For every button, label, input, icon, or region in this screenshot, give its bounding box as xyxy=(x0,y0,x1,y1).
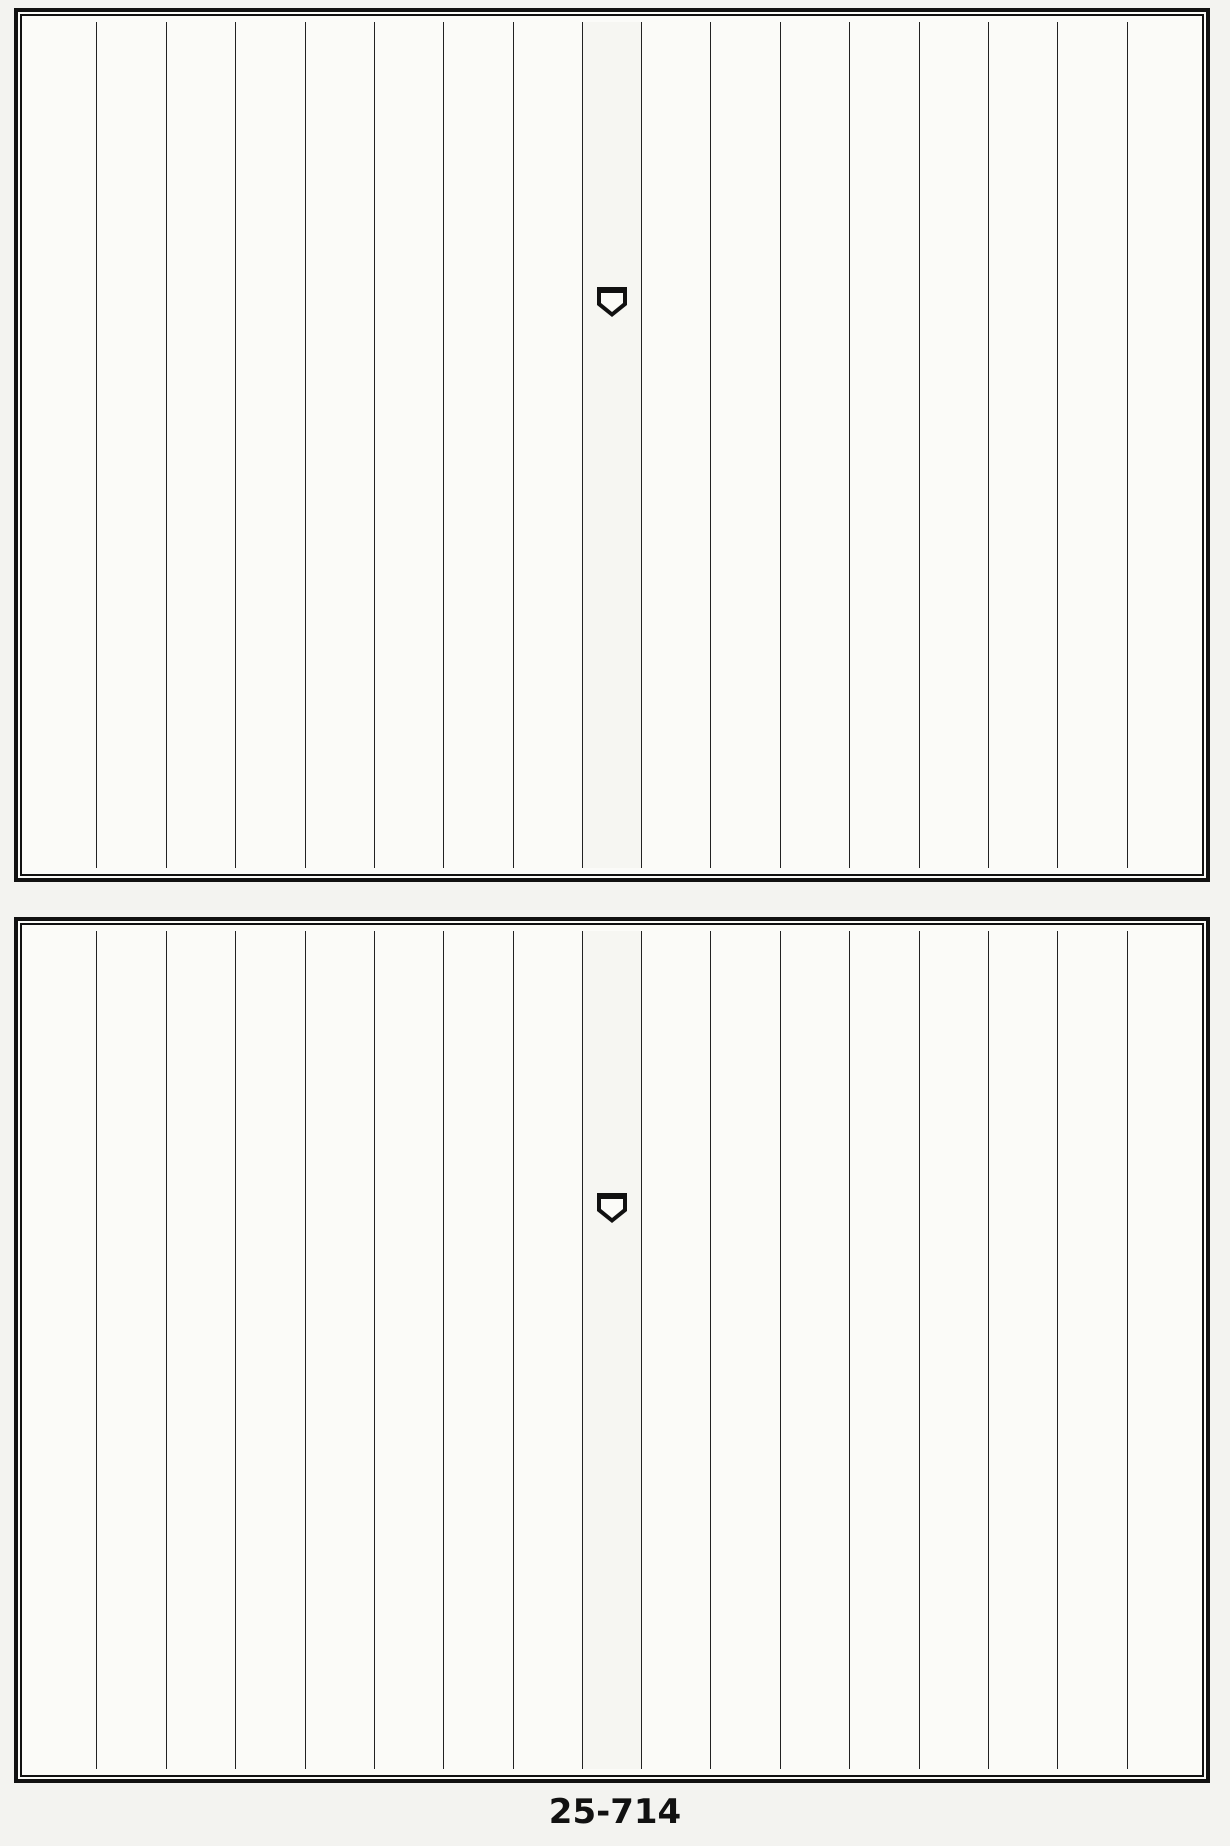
text-column xyxy=(28,931,97,1769)
upper-page xyxy=(14,8,1210,882)
text-column xyxy=(375,22,444,868)
fish-tail-icon xyxy=(597,287,627,333)
text-column xyxy=(989,931,1058,1769)
lower-page xyxy=(14,917,1210,1783)
text-column xyxy=(514,22,583,868)
text-column xyxy=(306,931,375,1769)
text-column xyxy=(1058,931,1127,1769)
text-column xyxy=(711,931,780,1769)
text-column xyxy=(167,22,236,868)
text-column xyxy=(642,931,711,1769)
text-column xyxy=(920,22,989,868)
text-column xyxy=(97,22,166,868)
text-column xyxy=(306,22,375,868)
text-column xyxy=(989,22,1058,868)
text-column xyxy=(1058,22,1127,868)
text-column xyxy=(236,22,305,868)
text-column xyxy=(444,22,513,868)
text-column xyxy=(167,931,236,1769)
text-column xyxy=(781,931,850,1769)
text-column xyxy=(236,931,305,1769)
text-column xyxy=(514,931,583,1769)
text-column xyxy=(444,931,513,1769)
fish-tail-icon xyxy=(597,1193,627,1239)
page-number: 25-714 xyxy=(548,1792,682,1832)
center-margin xyxy=(583,931,642,1769)
text-column xyxy=(711,22,780,868)
text-column xyxy=(1128,22,1196,868)
text-column xyxy=(1128,931,1196,1769)
text-column xyxy=(920,931,989,1769)
text-column xyxy=(375,931,444,1769)
center-margin xyxy=(583,22,642,868)
text-column xyxy=(781,22,850,868)
text-column xyxy=(850,22,919,868)
text-column xyxy=(28,22,97,868)
text-column xyxy=(850,931,919,1769)
text-column xyxy=(642,22,711,868)
text-column xyxy=(97,931,166,1769)
